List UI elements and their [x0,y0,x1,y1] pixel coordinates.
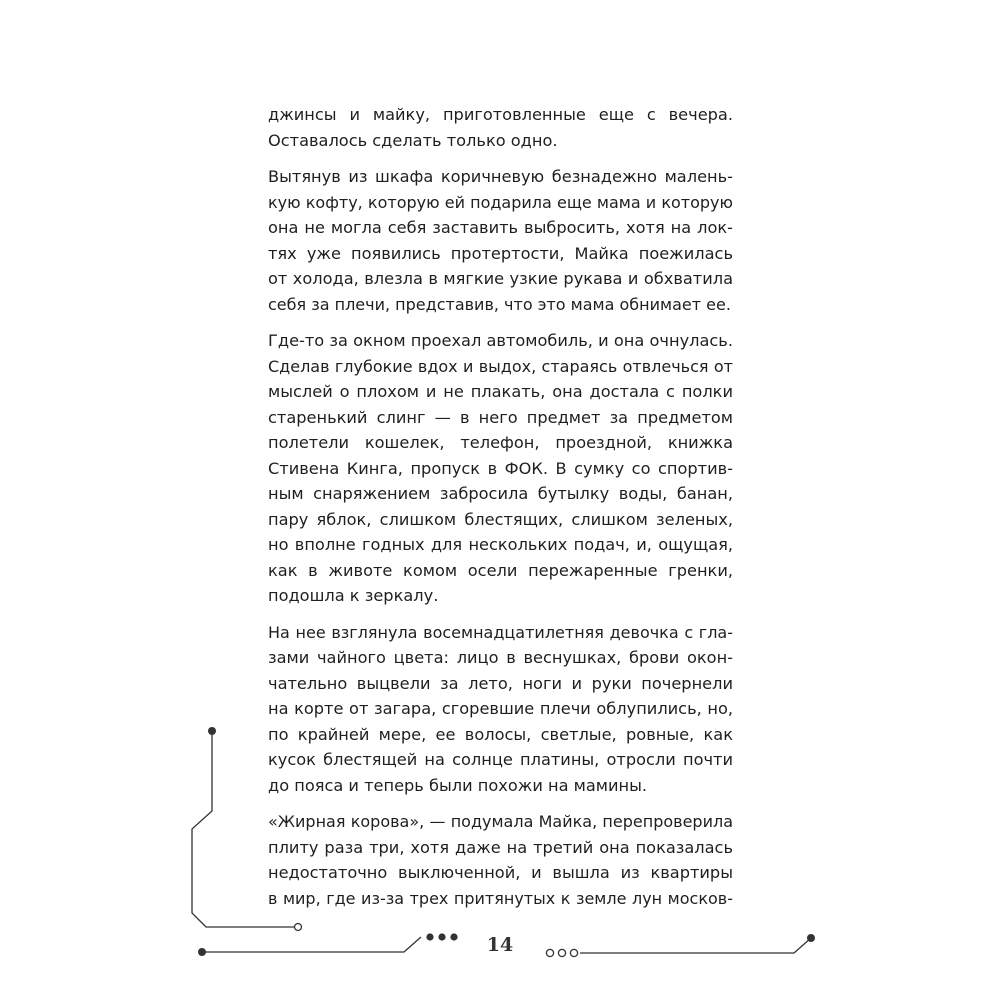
trace-node-ring [295,924,302,931]
text-line: старенький слинг — в него предмет за предметом [268,407,733,427]
bottom-right-trace [580,938,811,953]
text-line: на корте от загара, сгоревшие плечи облупились, но, [268,699,733,718]
text-line: Оставалось сделать только одно. [268,130,558,150]
text-line: пару яблок, слишком блестящих, слишком зеленых, [268,509,733,529]
text-line: «Жирная корова», — подумала Майка, перепроверила [268,812,733,831]
text-line: как в животе комом осели пережаренные гренки, [268,560,733,580]
text-line: по крайней мере, ее волосы, светлые, ровные, как [268,724,733,744]
ellipsis-ring [546,949,553,956]
trace-node-dot [208,727,216,735]
bottom-left-trace [202,937,421,952]
ellipsis-ring [570,949,577,956]
ellipsis-dot [426,933,433,940]
trace-node-dot [807,934,815,942]
text-line: Сделав глубокие вдох и выдох, стараясь отвлечься от [268,356,733,376]
text-line: кую кофту, которую ей подарила еще мама и которую [268,192,733,212]
text-line: ным снаряжением забросила бутылку воды, банан, [268,484,733,503]
text-line: чательно выцвели за лето, ноги и руки почернели [268,673,733,693]
page-number: 14 [486,934,514,956]
ellipsis-dot [438,933,445,940]
text-line: от холода, влезла в мягкие узкие рукава и обхватила [268,269,733,288]
text-line: На нее взглянула восемнадцатилетняя девочка с гла- [268,622,733,642]
text-line: Где-то за окном проехал автомобиль, и она очнулась. [268,331,733,350]
text-line: недостаточно выключенной, и вышла из квартиры [268,863,733,882]
ellipsis-dot [450,933,457,940]
trace-node-dot [198,948,206,956]
ellipsis-ring [558,949,565,956]
left-circuit-trace [192,731,298,927]
text-line: тях уже появились протертости, Майка поежилась [268,243,733,263]
text-line: Стивена Кинга, пропуск в ФОК. В сумку со спортив- [268,458,733,478]
text-line: плиту раза три, хотя даже на третий она показалась [268,837,733,857]
text-line: кусок блестящей на солнце платины, отросли почти [268,750,733,769]
text-line: в мир, где из-за трех притянутых к земле лун москов- [268,888,733,908]
text-line: но вполне годных для нескольких подач, и, ощущая, [268,535,733,554]
text-line: до пояса и теперь были похожи на мамины. [268,775,648,795]
text-line: полетели кошелек, телефон, проездной, книжка [268,433,733,452]
text-line: зами чайного цвета: лицо в веснушках, брови окон- [268,648,733,667]
text-line: она не могла себя заставить выбросить, хотя на лок- [268,218,733,237]
text-line: себя за плечи, представив, что это мама обнимает ее. [268,294,731,314]
text-line: мыслей о плохом и не плакать, она достала с полки [268,382,733,401]
text-line: джинсы и майку, приготовленные еще с вечера. [268,105,733,124]
text-line: Вытянув из шкафа коричневую безнадежно малень- [268,167,733,186]
text-line: подошла к зеркалу. [268,586,439,605]
